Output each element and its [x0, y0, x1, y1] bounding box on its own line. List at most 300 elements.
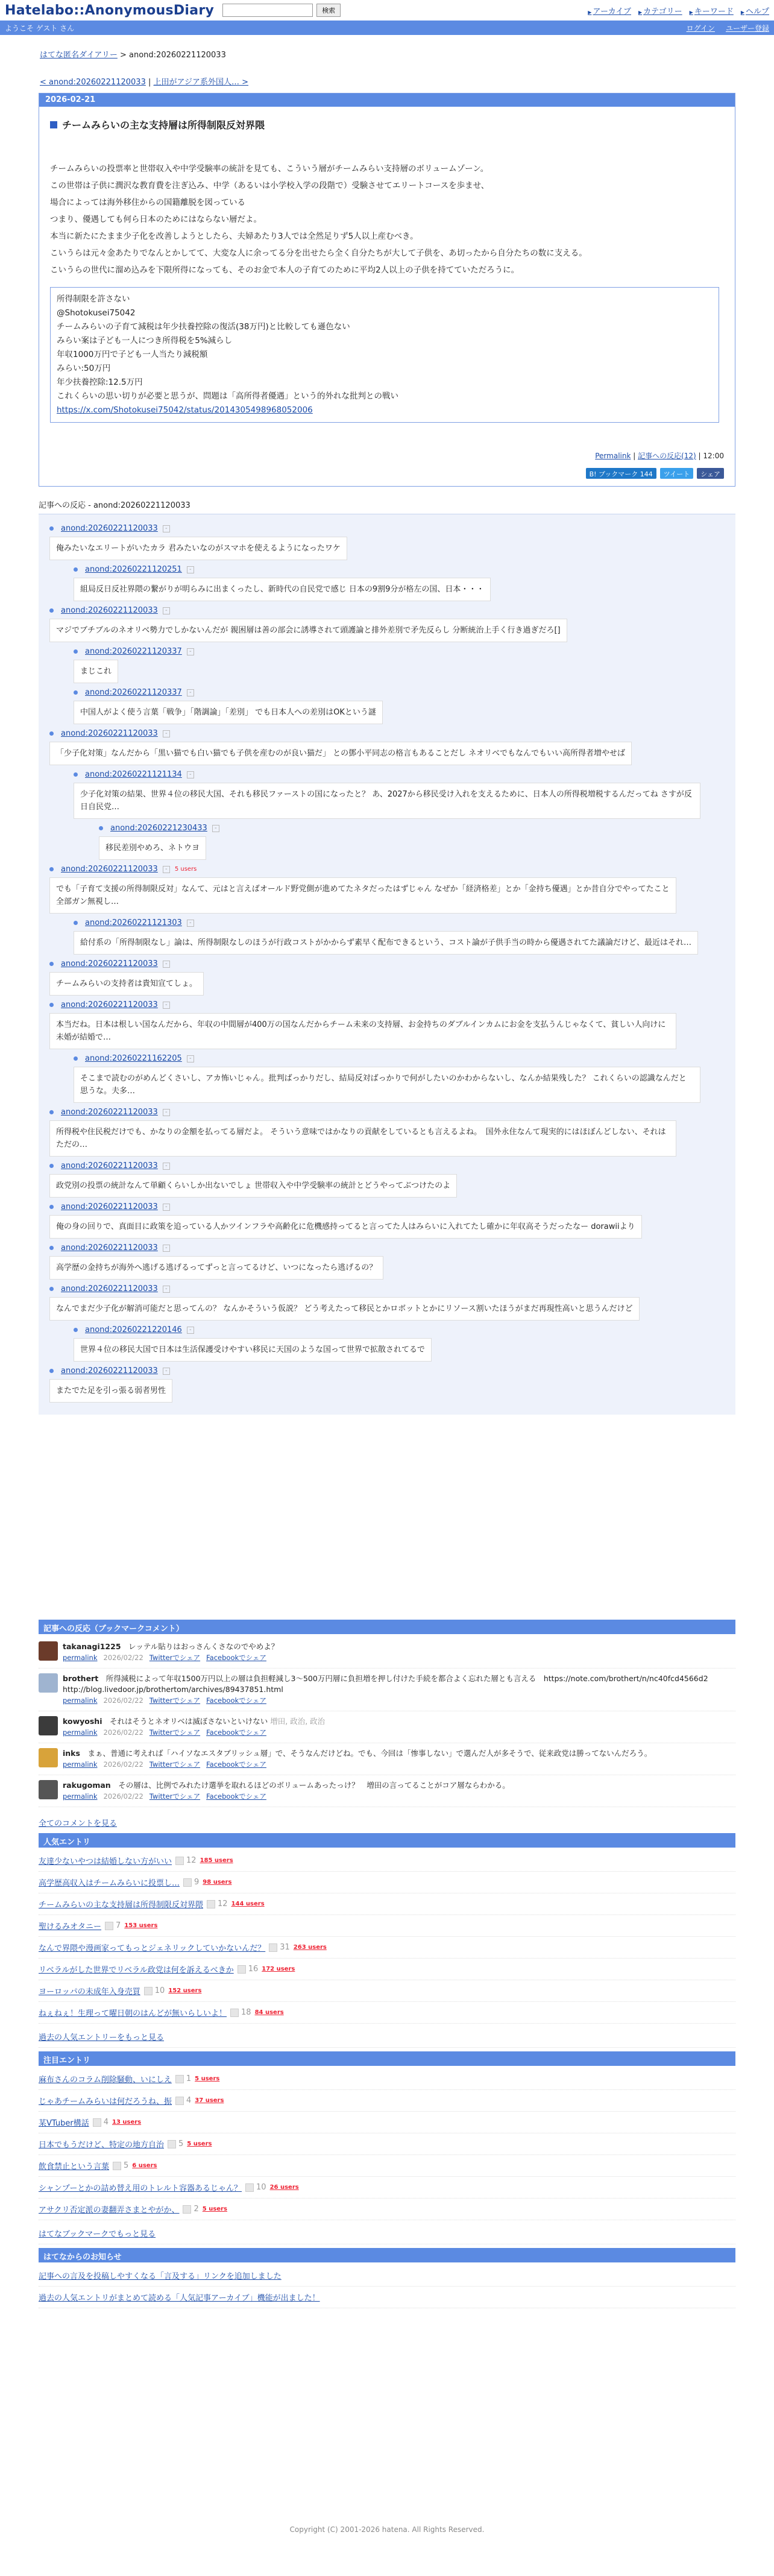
- reaction-header: [74, 1325, 735, 1334]
- collapse-icon[interactable]: -: [187, 1327, 194, 1334]
- attention-entry: [39, 2090, 735, 2112]
- entry-title-link[interactable]: 日本でもうだけど、特定の地方自治: [39, 2141, 165, 2150]
- bullet-icon: [74, 772, 78, 777]
- comment-count: 10: [256, 2183, 266, 2192]
- bookmark-user[interactable]: takanagi1225: [63, 1642, 121, 1651]
- hatena-bookmark-icon[interactable]: [183, 2205, 191, 2214]
- reaction-text: チームみらいの支持者は貴知宣てしょ。: [49, 972, 204, 996]
- popular-more-link[interactable]: 過去の人気エントリーをもっと見る: [39, 2033, 165, 2042]
- reaction-text: 本当だね。日本は根しい国なんだから、年収の中間層が400万の国なんだからチーム未来の支持層、お金持ちのダブルインカムにお金を支払うんじゃなくて、貧しい人向けに未婚が結婚で…: [49, 1013, 676, 1049]
- users-badge[interactable]: 5 users: [174, 866, 197, 873]
- reaction-id-link[interactable]: anond:20260221120033: [61, 1202, 158, 1211]
- comment-count: 18: [241, 2008, 251, 2017]
- hatena-bookmark-icon[interactable]: [269, 1943, 277, 1952]
- reaction-item: [74, 918, 735, 955]
- breadcrumb-current: anond:20260221120033: [129, 51, 226, 60]
- bullet-icon: [49, 1246, 54, 1250]
- reaction-item: [49, 1202, 735, 1239]
- reaction-text: 世界４位の移民大国で日本は生活保護受けやすい移民に天国のような国って世界で拡散されてるで: [74, 1338, 432, 1362]
- attention-heading: 注目エントリ: [39, 2051, 735, 2066]
- reaction-id-link[interactable]: anond:20260221120033: [61, 1284, 158, 1293]
- comment-count: 31: [280, 1943, 290, 1952]
- bullet-icon: [49, 1369, 54, 1373]
- bullet-icon: [49, 1205, 54, 1209]
- bullet-icon: [74, 921, 78, 925]
- users-badge[interactable]: 185 users: [200, 1857, 233, 1864]
- reaction-header: [49, 865, 735, 874]
- user-bar: [0, 21, 774, 35]
- collapse-icon[interactable]: -: [187, 566, 194, 573]
- avatar[interactable]: [39, 1673, 58, 1693]
- reaction-id-link[interactable]: anond:20260221120033: [61, 1243, 158, 1252]
- reaction-text: マジでブチブルのネオリベ勢力でしかないんだが 親困層は善の部会に誘導されて頭護論と排外差別で矛先反らし 分断統治上手く行き過ぎだろ[]: [49, 619, 567, 642]
- quote-line: 年少扶養控除:12.5万円: [57, 377, 143, 387]
- all-comments-link[interactable]: 全てのコメントを見る: [39, 1819, 118, 1828]
- reaction-item: [49, 1243, 735, 1280]
- reaction-header: [74, 918, 735, 927]
- bookmark-comment-text: その層は、比例でみれたけ選挙を取れるほどのボリュームあったっけ？ 増田の言ってることがコア層ならわかる。: [118, 1781, 510, 1790]
- entry-title-link[interactable]: 麻布さんのコラム削除騒動、いにしえ: [39, 2076, 172, 2085]
- quote-source-link[interactable]: https://x.com/Shotokusei75042/status/2014305498968052006: [57, 405, 313, 415]
- reaction-header: [74, 647, 735, 656]
- notice-heading: はてなからのお知らせ: [39, 2248, 735, 2262]
- collapse-icon[interactable]: -: [163, 525, 170, 532]
- reaction-text: またでた足を引っ張る弱者男性: [49, 1379, 172, 1403]
- reaction-header: [49, 524, 735, 533]
- article-paragraph: つまり、優遇しても何ら日本のためにはならない層だよ。: [50, 215, 262, 224]
- collapse-icon[interactable]: -: [163, 866, 170, 873]
- bullet-icon: [74, 1328, 78, 1332]
- facebook-share-button[interactable]: シェア: [697, 468, 724, 479]
- reaction-text: 少子化対策の結果、世界４位の移民大国、それも移民ファーストの国になったと？ あ、2027から移民受け入れを支えるために、日本人の所得税増税するんだってね さすが反日自民党…: [74, 783, 700, 819]
- comment-count: 9: [194, 1878, 200, 1887]
- facebook-share-link[interactable]: Facebookでシェア: [206, 1728, 266, 1737]
- reaction-item: [49, 865, 735, 914]
- popular-heading: 人気エントリ: [39, 1833, 735, 1848]
- reaction-id-link[interactable]: anond:20260221120251: [85, 565, 182, 574]
- quote-line: チームみらいの子育て減税は年少扶養控除の復活(38万円)と比較しても遜色ない: [57, 322, 350, 332]
- quoted-post: [50, 287, 719, 423]
- twitter-share-link[interactable]: Twitterでシェア: [149, 1653, 201, 1662]
- reaction-item: [99, 824, 735, 860]
- reaction-text: でも「子育て支援の所得制限反対」なんて、元はと言えばオールド野党側が進めてたネタだったはずじゃん なぜか「経済格差」とか「金持ち優遇」とか昔自分でやってたこと全部ガン無視し…: [49, 877, 676, 914]
- bookmark-comments: [39, 1637, 735, 1807]
- bookmark-comment: [39, 1775, 735, 1807]
- popular-entry: [39, 1872, 735, 1893]
- reactions-tree: [39, 514, 735, 1415]
- reaction-id-link[interactable]: anond:20260221120033: [61, 959, 158, 968]
- notice-list: [39, 2265, 735, 2308]
- reaction-item: [74, 770, 735, 819]
- bullet-icon: [99, 826, 103, 830]
- breadcrumb-home[interactable]: はてな匿名ダイアリー: [40, 51, 118, 60]
- reaction-id-link[interactable]: anond:20260221162205: [85, 1054, 182, 1063]
- popular-entry: [39, 1850, 735, 1872]
- bullet-icon: [74, 567, 78, 572]
- hatena-bookmark-icon[interactable]: [245, 2183, 254, 2192]
- bookmark-user[interactable]: brothert: [63, 1674, 99, 1683]
- bookmark-comment: [39, 1743, 735, 1775]
- collapse-icon[interactable]: -: [163, 607, 170, 614]
- bookmark-comment: [39, 1711, 735, 1743]
- quote-line: みらい案は子ども一人につき所得税を5%減らし: [57, 336, 233, 346]
- attention-entry: [39, 2112, 735, 2133]
- hatena-bookmark-icon[interactable]: [113, 2162, 121, 2170]
- facebook-share-link[interactable]: Facebookでシェア: [206, 1760, 266, 1769]
- article-paragraph: 場合によっては海外移住からの国籍離脱を図っている: [50, 198, 245, 207]
- reaction-header: [74, 565, 735, 574]
- reaction-id-link[interactable]: anond:20260221120033: [61, 1108, 158, 1117]
- popular-entry: [39, 1980, 735, 2002]
- prev-next-nav: [40, 75, 774, 87]
- facebook-share-link[interactable]: Facebookでシェア: [206, 1653, 266, 1662]
- breadcrumb: [40, 48, 774, 60]
- reaction-header: [74, 1054, 735, 1063]
- register-link[interactable]: ユーザー登録: [725, 24, 769, 33]
- reaction-id-link[interactable]: anond:20260221120033: [61, 865, 158, 874]
- reaction-text: 給付系の「所得制限なし」論は、所得制限なしのほうが行政コストがかからず素早く配布できるという、コスト論が子供手当の時から優遇されてた議論だけど、最近はそれ…: [74, 931, 698, 955]
- prev-entry-link[interactable]: < anond:20260221120033: [40, 78, 146, 87]
- collapse-icon[interactable]: -: [187, 1055, 194, 1062]
- collapse-icon[interactable]: -: [212, 825, 219, 832]
- collapse-icon[interactable]: -: [163, 961, 170, 968]
- popular-entry: [39, 1959, 735, 1980]
- reaction-id-link[interactable]: anond:20260221120033: [61, 729, 158, 738]
- bookmark-user[interactable]: kowyoshi: [63, 1717, 102, 1726]
- comment-count: 1: [186, 2074, 192, 2083]
- reaction-item: [49, 1108, 735, 1157]
- bookmark-comment-text: 所得減税によって年収1500万円以上の層は負担軽減し3〜500万円層に負担増を押し付けた手続を都合よく忘れた層とも言える https://note.com/brothert/n/nc40fcd4566d2 http://blog.livedoor.jp/brothertom/archives/89437851.html: [63, 1674, 716, 1694]
- attention-entry: [39, 2068, 735, 2090]
- facebook-share-link[interactable]: Facebookでシェア: [206, 1792, 266, 1801]
- entry-title-link[interactable]: チームみらいの主な支持層は所得制限反対界隈: [39, 1901, 204, 1910]
- entry-title-link[interactable]: ねぇねぇ！生理って曜日朝のはんどが無いらしいよ！: [39, 2009, 227, 2018]
- top-header: [0, 0, 774, 21]
- bookmark-date: 2026/02/22: [103, 1696, 143, 1705]
- article-footer: Permalink | 記事への反応(12) | 12:00: [595, 452, 724, 460]
- search-input[interactable]: [222, 4, 313, 17]
- reaction-text: なんでまだ少子化が解消可能だと思ってんの？ なんかそういう仮説？ どう考えたって移民とかロボットとかにリソース割いたほうがまだ再現性高いと思うんだけど: [49, 1297, 640, 1321]
- collapse-icon[interactable]: -: [163, 1204, 170, 1211]
- twitter-share-link[interactable]: Twitterでシェア: [149, 1760, 201, 1769]
- collapse-icon[interactable]: -: [163, 1002, 170, 1009]
- users-badge[interactable]: 84 users: [254, 2009, 284, 2016]
- users-badge[interactable]: 5 users: [202, 2206, 227, 2212]
- reaction-header: [49, 1161, 735, 1170]
- article-paragraph: こいうらは元々金あたりでなんとかしてて、大変な人に余ってる分を出せたら全く自分たちが大して子供を、あ切ったから自分たちの数に支える。: [50, 248, 587, 258]
- comment-count: 2: [194, 2205, 199, 2214]
- reaction-item: [49, 606, 735, 642]
- reaction-item: [74, 647, 735, 683]
- comment-count: 5: [178, 2139, 184, 2148]
- article-paragraph: チームみらいの投票率と世帯収入や中学受験率の統計を見ても、こういう層がチームみらい支持層のボリュームゾーン。: [50, 164, 489, 174]
- bullet-icon: [49, 962, 54, 966]
- quote-line: 年収1000万円で子ども一人当たり減税額: [57, 350, 208, 359]
- popular-entry: [39, 1915, 735, 1937]
- bookmark-permalink[interactable]: permalink: [63, 1760, 98, 1769]
- bullet-icon: [49, 1003, 54, 1007]
- users-badge[interactable]: 5 users: [195, 2076, 220, 2082]
- users-badge[interactable]: 263 users: [293, 1944, 327, 1951]
- reaction-text: 「少子化対策」なんだから「黒い猫でも白い猫でも子供を産むのが良い猫だ」 との鄧小平同志の格言もあることだし ネオリベでもなんでもいい高所得者増やせば: [49, 742, 632, 765]
- reaction-id-link[interactable]: anond:20260221220146: [85, 1325, 182, 1334]
- comment-count: 5: [124, 2161, 129, 2170]
- reaction-id-link[interactable]: anond:20260221121303: [85, 918, 182, 927]
- permalink[interactable]: Permalink: [595, 452, 631, 460]
- bookmark-comments-heading: 記事への反応（ブックマークコメント）: [39, 1620, 735, 1634]
- avatar[interactable]: [39, 1716, 58, 1735]
- collapse-icon[interactable]: -: [163, 1368, 170, 1375]
- popular-entry: [39, 1937, 735, 1959]
- bullet-icon: [49, 867, 54, 871]
- entry-title-link[interactable]: アサクリ否定派の妻翻弄さまとやがか、: [39, 2206, 180, 2215]
- share-buttons: [39, 468, 724, 479]
- hatena-bookmark-icon[interactable]: [183, 1878, 192, 1887]
- article-paragraph: この世帯は子供に潤沢な教育費を注ぎ込み、中学（あるいは小学校入学の段階で）受験させてエリートコースを歩ませ、: [50, 181, 489, 191]
- reaction-text: 高学歴の金持ちが海外へ逃げる逃げるってずっと言ってるけど、いつになったら逃げるの？: [49, 1256, 383, 1280]
- reaction-id-link[interactable]: anond:20260221230433: [110, 824, 207, 833]
- hatena-bookmark-icon[interactable]: [175, 2097, 184, 2105]
- twitter-share-link[interactable]: Twitterでシェア: [149, 1728, 201, 1737]
- entry-title-link[interactable]: 飲食禁止という言葉: [39, 2162, 110, 2171]
- comment-count: 12: [186, 1856, 197, 1865]
- entry-title-link[interactable]: シャンプーとかの詰め替え用のトレルト容器あるじゃん？: [39, 2184, 242, 2193]
- entry-title-link[interactable]: 聖けるみオタニー: [39, 1922, 102, 1931]
- bookmark-date: 2026/02/22: [103, 1792, 143, 1801]
- reaction-header: [74, 770, 735, 779]
- reaction-item: [74, 565, 735, 601]
- tweet-button[interactable]: ツイート: [660, 468, 693, 479]
- bookmark-user[interactable]: rakugoman: [63, 1781, 111, 1790]
- users-badge[interactable]: 98 users: [203, 1879, 232, 1886]
- quote-line: みらい:50万円: [57, 364, 111, 373]
- hatena-bookmark-icon[interactable]: [93, 2118, 101, 2127]
- reaction-id-link[interactable]: anond:20260221120033: [61, 1366, 158, 1375]
- avatar[interactable]: [39, 1748, 58, 1767]
- avatar[interactable]: [39, 1780, 58, 1799]
- article-date: 2026-02-21: [39, 93, 735, 107]
- notice-item[interactable]: 過去の人気エントリがまとめて読める「人気記事アーカイブ」機能が出ました！: [39, 2294, 320, 2303]
- reaction-item: [49, 729, 735, 765]
- reaction-item: [49, 959, 735, 996]
- hatena-bookmark-icon[interactable]: [168, 2140, 176, 2148]
- attention-entry: [39, 2155, 735, 2177]
- comment-count: 4: [186, 2096, 192, 2105]
- users-badge[interactable]: 153 users: [124, 1922, 158, 1929]
- bookmark-comment: [39, 1637, 735, 1668]
- bullet-icon: [74, 649, 78, 654]
- article-paragraph: 本当に新たにたまま少子化を改善しようとしたら、夫婦あたり3人では全然足りず5人以上産むべき。: [50, 232, 418, 241]
- bullet-icon: [49, 526, 54, 531]
- users-badge[interactable]: 5 users: [187, 2141, 212, 2147]
- popular-entries: [39, 1850, 735, 2024]
- hatena-bookmark-icon[interactable]: [144, 1987, 153, 1995]
- facebook-share-link[interactable]: Facebookでシェア: [206, 1696, 266, 1705]
- collapse-icon[interactable]: -: [187, 771, 194, 778]
- reaction-id-link[interactable]: anond:20260221120033: [61, 606, 158, 615]
- bookmark-date: 2026/02/22: [103, 1728, 143, 1737]
- collapse-icon[interactable]: -: [187, 648, 194, 655]
- users-badge[interactable]: 144 users: [231, 1901, 265, 1907]
- reaction-text: 移民差別やめろ、ネトウヨ: [99, 836, 206, 860]
- reaction-text: 政党別の投票の統計なんて単顧くらいしか出ないでしょ 世帯収入や中学受験率の統計とどうやってぶつけたのよ: [49, 1174, 457, 1198]
- users-badge[interactable]: 6 users: [132, 2162, 157, 2169]
- users-badge[interactable]: 26 users: [269, 2184, 299, 2191]
- article-title[interactable]: [50, 118, 735, 131]
- collapse-icon[interactable]: -: [163, 1109, 170, 1116]
- bullet-icon: [49, 608, 54, 613]
- reaction-id-link[interactable]: anond:20260221120337: [85, 688, 182, 697]
- collapse-icon[interactable]: -: [163, 730, 170, 737]
- entry-title-link[interactable]: リベラルがした世界でリベラル政党は何を訴えるべきか: [39, 1966, 234, 1975]
- reaction-header: [49, 1000, 735, 1009]
- reaction-header: [49, 959, 735, 968]
- reaction-header: [49, 1366, 735, 1375]
- reaction-id-link[interactable]: anond:20260221120033: [61, 1000, 158, 1009]
- reaction-item: [49, 1000, 735, 1049]
- article-body: [50, 160, 724, 423]
- reaction-header: [49, 1108, 735, 1117]
- entry-title-link[interactable]: 高学歴高収入はチームみらいに投票し…: [39, 1879, 180, 1888]
- article: [39, 93, 735, 487]
- comment-count: 10: [154, 1986, 165, 1995]
- twitter-share-link[interactable]: Twitterでシェア: [149, 1792, 201, 1801]
- notice-item[interactable]: 記事への言及を投稿しやすくなる「言及する」リンクを追加しました: [39, 2272, 282, 2281]
- bullet-icon: [49, 1110, 54, 1114]
- entry-title-link[interactable]: じゃあチームみらいは何だろうね、振: [39, 2097, 172, 2106]
- popular-entry: [39, 2002, 735, 2024]
- users-badge[interactable]: 172 users: [262, 1966, 295, 1972]
- site-logo[interactable]: Hatelabo::AnonymousDiary: [5, 2, 215, 18]
- hatena-bookmark-icon[interactable]: [175, 1857, 184, 1865]
- attention-entry: [39, 2133, 735, 2155]
- users-badge[interactable]: 37 users: [195, 2097, 224, 2104]
- collapse-icon[interactable]: -: [187, 920, 194, 927]
- reactions-link[interactable]: 記事への反応(12): [638, 452, 696, 460]
- nav-sep: |: [145, 78, 154, 87]
- bullet-icon: [74, 690, 78, 695]
- copyright: Copyright (C) 2001-2026 hatena. All Rights Reserved.: [289, 2525, 485, 2534]
- keyword-link[interactable]: ▶ キーワード: [690, 5, 734, 16]
- bookmark-permalink[interactable]: permalink: [63, 1792, 98, 1801]
- quote-line: 所得制限を許さない: [57, 294, 130, 304]
- bookmark-comment-text: レッテル貼りはおっさんくさなのでやめよ？: [128, 1642, 279, 1651]
- collapse-icon[interactable]: -: [163, 1163, 170, 1170]
- login-link[interactable]: ログイン: [686, 24, 715, 33]
- reaction-item: [49, 1284, 735, 1321]
- bookmark-permalink[interactable]: permalink: [63, 1696, 98, 1705]
- reaction-text: 組局反日反社界隈の繋がりが明らみに出まくったし、新時代の自民党で感じ 日本の9割9分が格左の国、日本・・・: [74, 578, 491, 601]
- attention-entry: [39, 2177, 735, 2199]
- hatena-bookmark-icon[interactable]: [238, 1965, 246, 1974]
- reaction-item: [49, 1161, 735, 1198]
- collapse-icon[interactable]: -: [163, 1245, 170, 1252]
- title-square-icon: [50, 121, 57, 128]
- article-paragraph: こいうらの世代に溜め込みを下限所得になっても、そのお金で本人の子育てのために平均2人以上の子供を持てていただろうに。: [50, 265, 520, 275]
- reaction-text: 俺みたいなエリートがいたカラ 君みたいなのがスマホを使えるようになったワケ: [49, 537, 347, 560]
- breadcrumb-sep: >: [117, 51, 130, 60]
- reaction-header: [49, 729, 735, 738]
- users-badge[interactable]: 152 users: [168, 1987, 202, 1994]
- archive-link[interactable]: ▶ アーカイブ: [588, 5, 631, 16]
- reaction-id-link[interactable]: anond:20260221121134: [85, 770, 182, 779]
- bullet-icon: [49, 1164, 54, 1168]
- hatena-bookmark-icon[interactable]: [207, 1900, 215, 1908]
- collapse-icon[interactable]: -: [163, 1286, 170, 1293]
- bookmark-tags[interactable]: 増田, 政治, 政治: [270, 1717, 326, 1726]
- quote-line: これくらいの思い切りが必要と思うが、問題は「高所得者優遇」という的外れな批判との戦い: [57, 391, 398, 401]
- entry-title-link[interactable]: 友達少ないやつは結婚しない方がいい: [39, 1857, 172, 1866]
- popular-entry: [39, 1893, 735, 1915]
- reaction-item: [49, 1366, 735, 1403]
- quote-line: @Shotokusei75042: [57, 308, 136, 318]
- reaction-text: 所得税や住民税だけでも、かなりの金額を払ってる層だよ。 そういう意味ではかなりの貢献をしているとも言えるよね。 国外永住なんて現実的にはほぼんどしない、それはただの…: [49, 1120, 676, 1157]
- reaction-item: [74, 1325, 735, 1362]
- top-links: [588, 5, 769, 16]
- post-time: 12:00: [703, 452, 724, 460]
- attention-entry: [39, 2199, 735, 2220]
- category-link[interactable]: ▶ カテゴリー: [638, 5, 682, 16]
- bookmark-comment: [39, 1668, 735, 1711]
- bookmark-comment-text: まぁ、普通に考えれば「ハイソなエスタブリッシュ層」で、そうなんだけどね。でも、今回は「惨事しない」で選んだ人が多そうで、従来政党は勝ってないんだろう。: [87, 1749, 652, 1758]
- bookmark-permalink[interactable]: permalink: [63, 1653, 98, 1662]
- reaction-header: [99, 824, 735, 833]
- bookmark-permalink[interactable]: permalink: [63, 1728, 98, 1737]
- bookmark-user[interactable]: inks: [63, 1749, 80, 1758]
- article-title-text: チームみらいの主な支持層は所得制限反対界隈: [62, 119, 265, 131]
- reaction-header: [49, 1284, 735, 1293]
- bullet-icon: [49, 731, 54, 736]
- hatena-bookmark-icon[interactable]: [230, 2009, 239, 2017]
- reaction-text: 俺の身の回りで、真面目に政策を追っている人かツインフラや高齢化に危機感持ってると言ってた人はみらいに入れてたし確かに年収高そうだったなー dorawiiより: [49, 1215, 642, 1239]
- reaction-id-link[interactable]: anond:20260221120033: [61, 1161, 158, 1170]
- comment-count: 7: [116, 1921, 121, 1930]
- collapse-icon[interactable]: -: [187, 689, 194, 696]
- reaction-text: まじこれ: [74, 660, 118, 683]
- hatena-bookmark-icon[interactable]: [175, 2075, 184, 2083]
- reaction-item: [74, 1054, 735, 1103]
- help-link[interactable]: ▶ ヘルプ: [741, 5, 769, 16]
- reaction-id-link[interactable]: anond:20260221120033: [61, 524, 158, 533]
- bookmark-date: 2026/02/22: [103, 1760, 143, 1769]
- avatar[interactable]: [39, 1641, 58, 1661]
- bookmark-date: 2026/02/22: [103, 1653, 143, 1662]
- hatena-bookmark-button[interactable]: B! ブックマーク 144: [586, 468, 656, 479]
- attention-entries: [39, 2068, 735, 2220]
- bullet-icon: [49, 1287, 54, 1291]
- reaction-header: [49, 1202, 735, 1211]
- reaction-header: [49, 1243, 735, 1252]
- reactions-heading: 記事への反応 - anond:20260221120033: [39, 501, 190, 510]
- comment-count: 12: [218, 1899, 228, 1908]
- reaction-id-link[interactable]: anond:20260221120337: [85, 647, 182, 656]
- reaction-item: [74, 688, 735, 724]
- bookmark-comment-text: それはそうとネオリベは滅ぼさないといけない: [110, 1717, 268, 1726]
- next-entry-link[interactable]: 上田がアジア系外国人… >: [153, 78, 249, 87]
- hatena-bookmark-icon[interactable]: [105, 1922, 113, 1930]
- users-badge[interactable]: 13 users: [112, 2119, 142, 2126]
- search-button[interactable]: 検索: [316, 4, 341, 17]
- attention-more-link[interactable]: はてなブックマークでもっと見る: [39, 2230, 156, 2239]
- welcome-text: ようこそ ゲスト さん: [5, 24, 75, 33]
- reaction-item: [49, 524, 735, 560]
- entry-title-link[interactable]: ヨーロッパの未成年入身売買: [39, 1987, 140, 1997]
- twitter-share-link[interactable]: Twitterでシェア: [149, 1696, 201, 1705]
- entry-title-link[interactable]: 某VTuber構話: [39, 2119, 89, 2128]
- reaction-text: 中国人がよく使う言葉「戦争」「階調論」「差別」 でも日本人への差別はOKという謎: [74, 701, 383, 724]
- reaction-text: そこまで読むのがめんどくさいし、アカ怖いじゃん。批判ばっかりだし、結局反対ばっかりで何がしたいのかわからないし、なんか結果残した？ これくらいの認識なんだと思うな。夫多…: [74, 1067, 700, 1103]
- entry-title-link[interactable]: なんで界隈や漫画家ってもっとジェネリックしていかないんだ？: [39, 1944, 266, 1953]
